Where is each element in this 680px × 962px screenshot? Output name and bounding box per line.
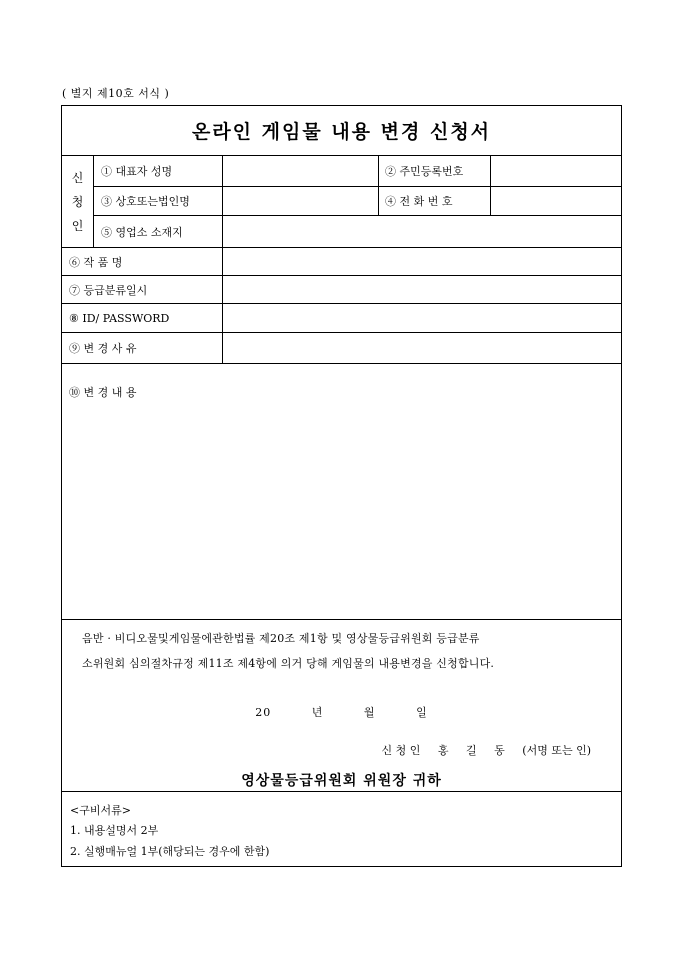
rating-date-label: ⑦ 등급분류일시 — [69, 283, 148, 297]
rating-date-field[interactable] — [223, 276, 621, 303]
date-year-unit: 년 — [311, 706, 324, 719]
attachments-section — [62, 792, 621, 866]
rrn-field[interactable] — [491, 156, 621, 186]
address-field[interactable] — [223, 216, 621, 247]
attachment-item: 2. 실행매뉴얼 1부(해당되는 경우에 한함) — [70, 845, 270, 858]
rating-date-row — [62, 276, 621, 304]
phone-label: ④ 전 화 번 호 — [385, 195, 453, 208]
applicant-side-label — [62, 156, 94, 247]
applicant-row-3 — [94, 216, 621, 247]
declaration-line-1: 음반 · 비디오물및게임물에관한법률 제20조 제1항 및 영상물등급위원회 등급분류 — [82, 632, 480, 645]
applicant-signature — [367, 742, 591, 758]
id-password-row — [62, 304, 621, 333]
address-label: ⑤ 영업소 소재지 — [101, 225, 183, 239]
addressee: 영상물등급위원회 위원장 귀하 — [241, 773, 442, 789]
rrn-label: ② 주민등록번호 — [385, 165, 464, 178]
rep-name-field[interactable] — [223, 156, 378, 186]
change-content-area[interactable] — [62, 364, 621, 620]
id-password-label: ⑧ ID/ PASSWORD — [69, 311, 170, 325]
applicant-row-2 — [94, 187, 621, 216]
id-password-field[interactable] — [223, 304, 621, 332]
signature-name-2: 길 — [466, 744, 477, 757]
work-title-label: ⑥ 작 품 명 — [69, 255, 123, 269]
signature-name-3: 동 — [494, 744, 505, 757]
date-year-prefix: 20 — [255, 706, 272, 719]
title-row — [62, 106, 621, 156]
application-form — [61, 105, 622, 867]
applicant-char: 인 — [71, 218, 84, 233]
date-month-unit: 월 — [363, 706, 376, 719]
applicant-row-1 — [94, 156, 621, 187]
applicant-char: 청 — [71, 194, 84, 209]
declaration-section — [62, 620, 621, 792]
date-day-unit: 일 — [416, 706, 428, 719]
work-title-field[interactable] — [223, 248, 621, 275]
applicant-section — [62, 156, 621, 248]
company-label: ③ 상호또는법인명 — [101, 195, 190, 208]
declaration-date — [62, 704, 621, 720]
attachments-heading: <구비서류> — [70, 804, 131, 817]
signature-label: 신 청 인 — [381, 744, 421, 757]
form-number-note: ( 별지 제10호 서식 ) — [62, 87, 170, 100]
form-title: 온라인 게임물 내용 변경 신청서 — [191, 121, 492, 143]
change-content-label: ⑩ 변 경 내 용 — [69, 386, 137, 399]
declaration-line-2: 소위원회 심의절차규정 제11조 제4항에 의거 당해 게임물의 내용변경을 신청합니다. — [82, 657, 495, 670]
change-reason-row — [62, 333, 621, 364]
work-title-row — [62, 248, 621, 276]
signature-note: (서명 또는 인) — [522, 744, 591, 757]
company-field[interactable] — [223, 187, 378, 215]
applicant-char: 신 — [71, 170, 84, 185]
phone-field[interactable] — [491, 187, 621, 215]
attachment-item: 1. 내용설명서 2부 — [70, 824, 159, 837]
change-reason-field[interactable] — [223, 333, 621, 363]
rep-name-label: ① 대표자 성명 — [101, 165, 173, 178]
signature-name-1: 홍 — [437, 744, 449, 757]
change-reason-label: ⑨ 변 경 사 유 — [69, 342, 137, 355]
